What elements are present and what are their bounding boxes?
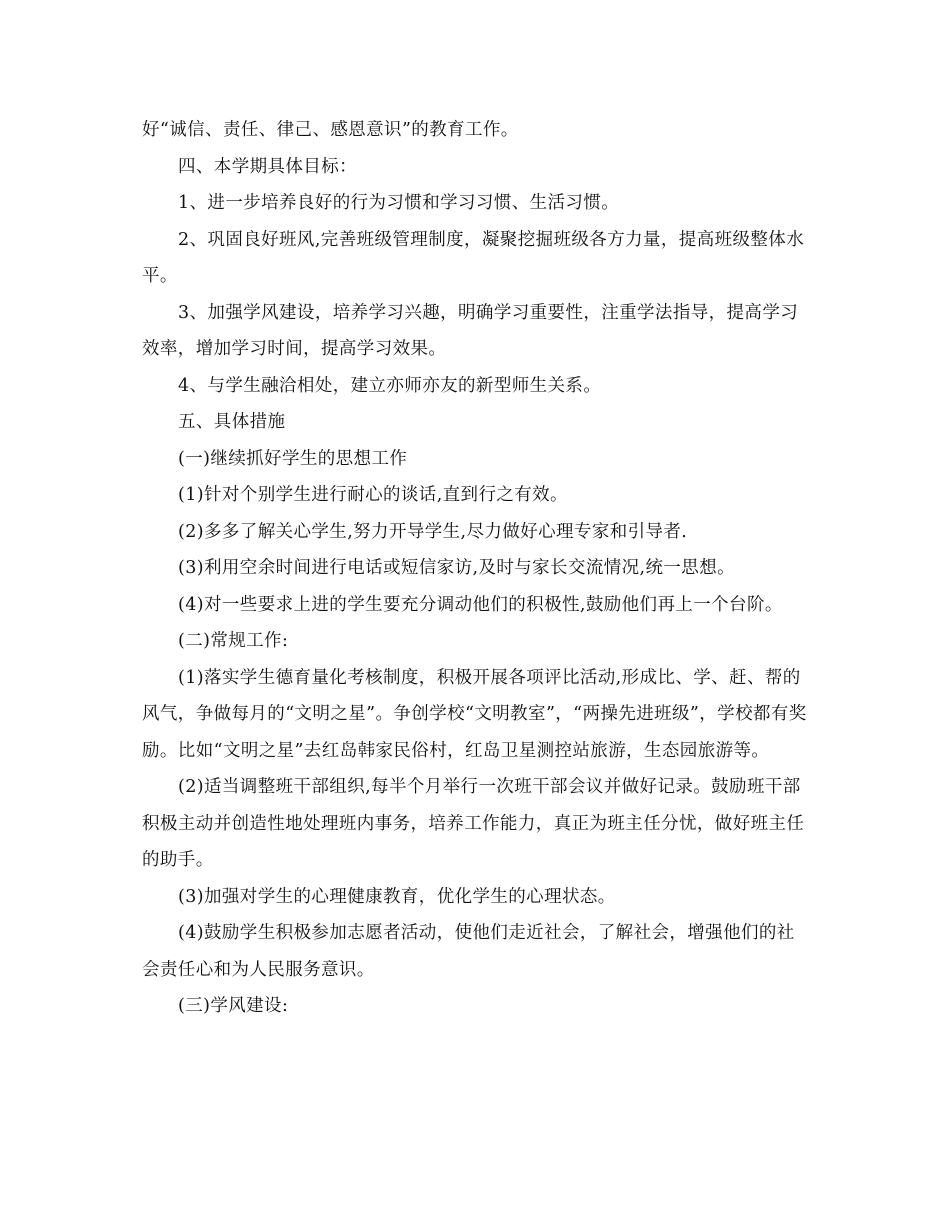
section-heading-measures: 五、具体措施 [178, 412, 286, 432]
goal-item-4: 4、与学生融洽相处，建立亦师亦友的新型师生关系。 [178, 375, 602, 396]
subsection-heading-thought-work: (一)继续抓好学生的思想工作 [178, 448, 408, 469]
subsection-heading-routine-work: (二)常规工作: [178, 631, 289, 651]
thought-item-3: (3)利用空余时间进行电话或短信家访,及时与家长交流情况,统一思想。 [178, 558, 736, 578]
thought-item-4: (4)对一些要求上进的学生要充分调动他们的积极性,鼓励他们再上一个台阶。 [178, 594, 783, 615]
goal-item-1: 1、进一步培养良好的行为习惯和学习习惯、生活习惯。 [178, 193, 620, 213]
paragraph-continuation: 好“诚信、责任、律己、感恩意识”的教育工作。 [142, 120, 519, 140]
thought-item-2: (2)多多了解关心学生,努力开导学生,尽力做好心理专家和引导者. [178, 521, 688, 542]
goal-item-2: 2、巩固良好班风,完善班级管理制度，凝聚挖掘班级各方力量，提高班级整体水平。 [142, 229, 805, 286]
document-body [142, 112, 810, 1025]
subsection-heading-study-style: (三)学风建设: [178, 996, 289, 1016]
routine-item-1: (1)落实学生德育量化考核制度，积极开展各项评比活动,形成比、学、赶、帮的风气，争做每月的“文明之星”。争创学校“文明教室”，“两操先进班级”，学校都有奖励。比如“文明之星”去红岛韩家民俗村，红岛卫星测控站旅游，生态园旅游等。 [142, 667, 807, 761]
thought-item-1: (1)针对个别学生进行耐心的谈话,直到行之有效。 [178, 485, 568, 505]
routine-item-2: (2)适当调整班干部组织,每半个月举行一次班干部会议并做好记录。鼓励班干部积极主动并创造性地处理班内事务，培养工作能力，真正为班主任分忧，做好班主任的助手。 [142, 777, 805, 870]
goal-item-3: 3、加强学风建设，培养学习兴趣，明确学习重要性，注重学法指导，提高学习效率，增加学习时间，提高学习效果。 [142, 302, 799, 359]
routine-item-4: (4)鼓励学生积极参加志愿者活动，使他们走近社会，了解社会，增强他们的社会责任心和为人民服务意识。 [142, 923, 795, 980]
routine-item-3: (3)加强对学生的心理健康教育，优化学生的心理状态。 [178, 886, 616, 907]
section-heading-goals: 四、本学期具体目标： [178, 156, 357, 177]
